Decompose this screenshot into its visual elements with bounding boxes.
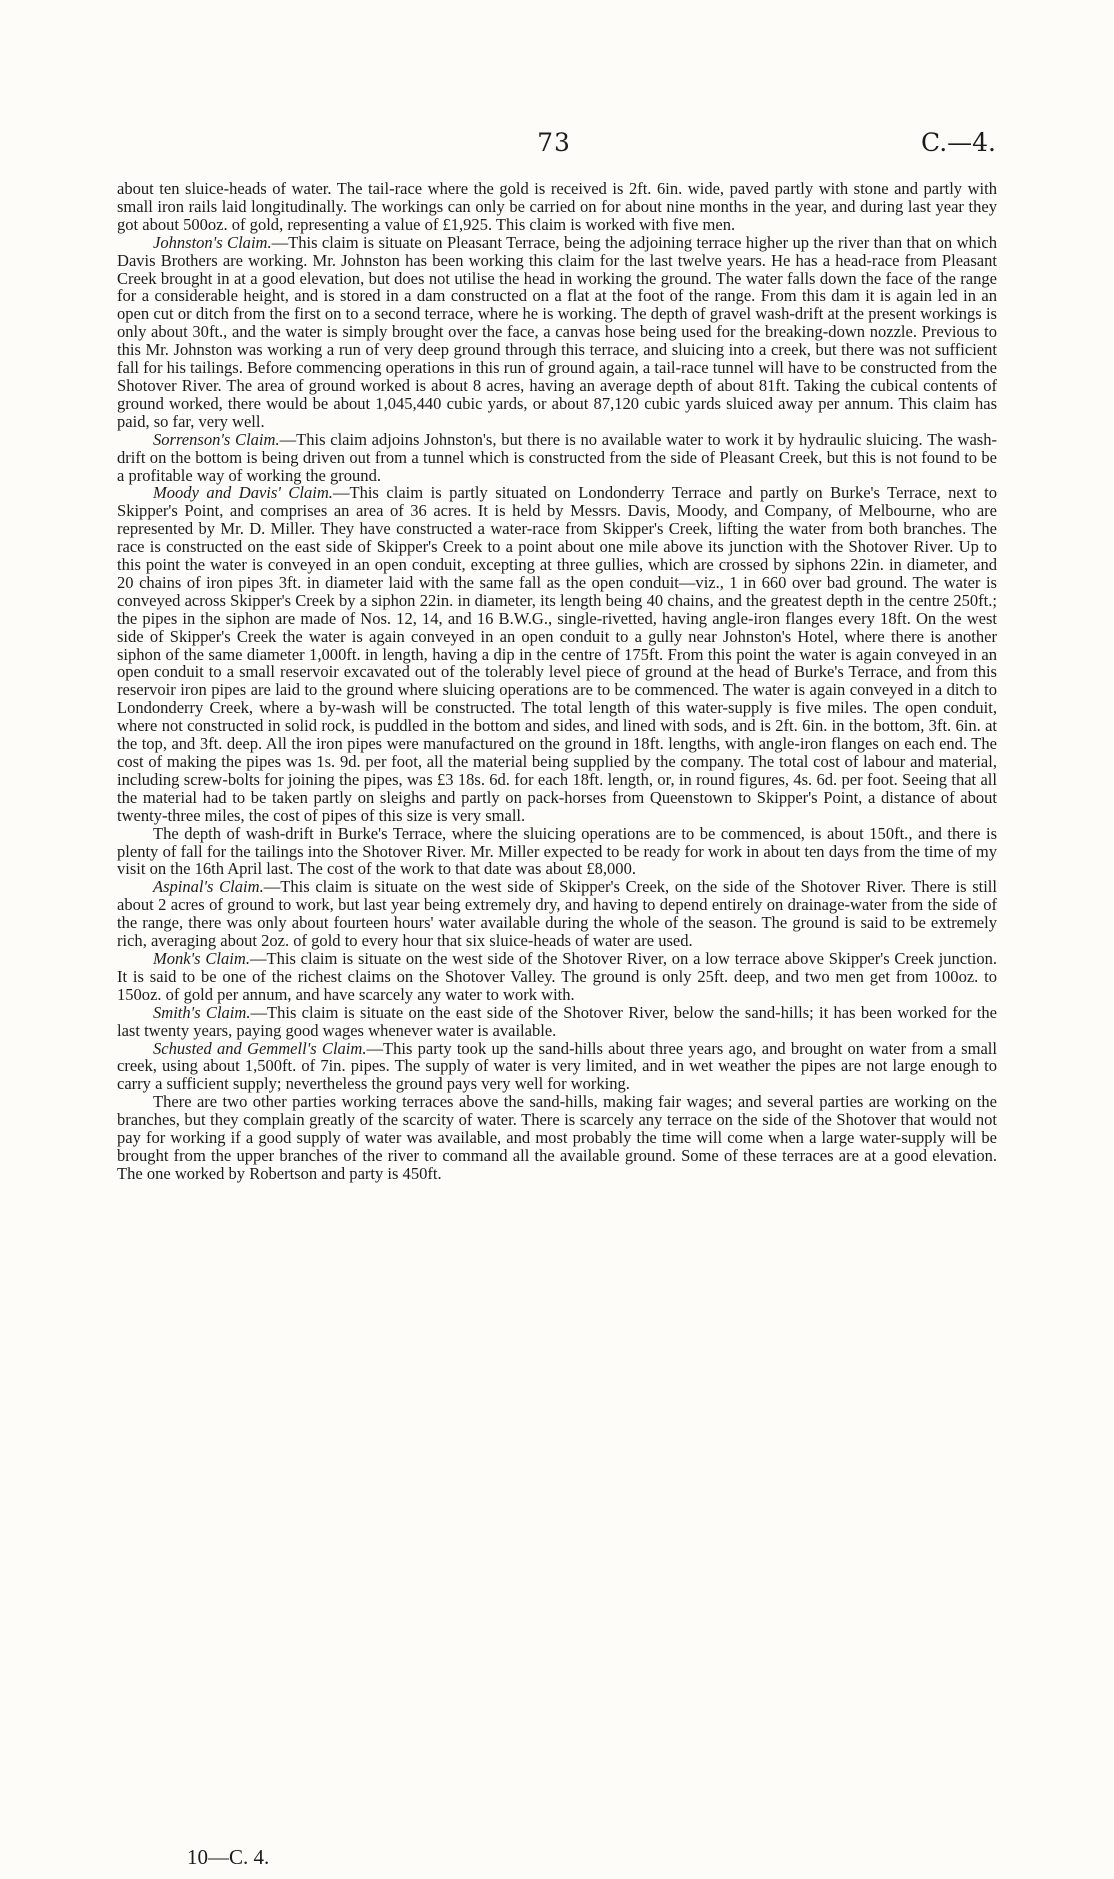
claim-title: Moody and Davis' Claim.: [153, 483, 333, 503]
claim-title: Sorrenson's Claim.: [153, 429, 280, 449]
paragraph: [117, 234, 997, 431]
paragraph: [117, 431, 997, 485]
paragraph-text: There are two other parties working terraces above the sand-hills, making fair wages; and several parties are working on the branches, but they complain greatly of the scarcity of water. There is scarcely any terrace on the side of the Shotover that would not pay for working if a good supply of water was available, and most probably the time will come when a large water-supply will be brought from the upper branches of the river to command all the available ground. Some of these terraces are at a good elevation. The one worked by Robertson and party is 450ft.: [117, 1092, 997, 1183]
paragraph-text: —This claim is partly situated on Londonderry Terrace and partly on Burke's Terrace, next to Skipper's Point, and comprises an area of 36 acres. It is held by Messrs. Davis, Moody, and Company, of Melbourne, who are represented by Mr. D. Miller. They have constructed a water-race from Skipper's Creek, lifting the water from both branches. The race is constructed on the east side of Skipper's Creek to a point about one mile above its junction with the Shotover River. Up to this point the water is conveyed in an open conduit, excepting at three gullies, which are crossed by siphons 22in. in diameter, and 20 chains of iron pipes 3ft. in diameter laid with the same fall as the open conduit—viz., 1 in 660 over bad ground. The water is conveyed across Skipper's Creek by a siphon 22in. in diameter, its length being 40 chains, and the greatest depth in the centre 250ft.; the pipes in the siphon are made of Nos. 12, 14, and 16 B.W.G., single-rivetted, having angle-iron flanges every 18ft. On the west side of Skipper's Creek the water is again conveyed in an open conduit to a gully near Johnston's Hotel, where there is another siphon of the same diameter 1,000ft. in length, having a dip in the centre of 175ft. From this point the water is again conveyed in an open conduit to a small reservoir excavated out of the tolerably level piece of ground at the head of Burke's Terrace, and from this reservoir iron pipes are laid to the ground where sluicing operations are to be commenced. The water is again conveyed in a ditch to Londonderry Creek, where a by-wash will be constructed. The total length of this water-supply is five miles. The open conduit, where not constructed in solid rock, is puddled in the bottom and sides, and lined with sods, and is 2ft. 6in. in the bottom, 3ft. 6in. at the top, and 3ft. deep. All the iron pipes were manufactured on the ground in 18ft. lengths, with angle-iron flanges on each end. The cost of making the pipes was 1s. 9d. per foot, all the material being supplied by the company. The total cost of labour and material, including screw-bolts for joining the pipes, was £3 18s. 6d. for each 18ft. length, or, in round figures, 4s. 6d. per foot. Seeing that all the material had to be taken partly on sleighs and partly on pack-horses from Queenstown to Skipper's Point, a distance of about twenty-three miles, the cost of pipes of this size is very small.: [117, 483, 997, 825]
paragraph-text: —This claim is situate on Pleasant Terrace, being the adjoining terrace higher up the river than that on which Davis Brothers are working. Mr. Johnston has been working this claim for the last twelve years. He has a head-race from Pleasant Creek brought in at a good elevation, but does not utilise the head in working the ground. The water falls down the face of the range for a considerable height, and is stored in a dam constructed on a flat at the foot of the range. From this dam it is again led in an open cut or ditch from the first on to a second terrace, where he is working. The depth of gravel wash-drift at the present workings is only about 30ft., and the water is simply brought over the face, a canvas hose being used for the breaking-down nozzle. Previous to this Mr. Johnston was working a run of very deep ground through this terrace, and sluicing into a creek, but there was not sufficient fall for his tailings. Before commencing operations in this run of ground again, a tail-race tunnel will have to be constructed from the Shotover River. The area of ground worked is about 8 acres, having an average depth of about 81ft. Taking the cubical contents of ground worked, there would be about 1,045,440 cubic yards, or about 87,120 cubic yards sluiced away per annum. This claim has paid, so far, very well.: [117, 232, 997, 431]
paragraph-text: The depth of wash-drift in Burke's Terrace, where the sluicing operations are to be commenced, is about 150ft., and there is plenty of fall for the tailings into the Shotover River. Mr. Miller expected to be ready for work in about ten days from the time of my visit on the 16th April last. The cost of the work to that date was about £8,000.: [117, 823, 997, 879]
paragraph-text: —This party took up the sand-hills about three years ago, and brought on water from a small creek, using about 1,500ft. of 7in. pipes. The supply of water is very limited, and in wet weather the pipes are not large enough to carry a sufficient supply; nevertheless the ground pays very well for working.: [117, 1038, 997, 1094]
paragraph: [117, 878, 997, 950]
paragraph-text: about ten sluice-heads of water. The tail-race where the gold is received is 2ft. 6in. wide, paved partly with stone and partly with small iron rails laid longitudinally. The workings can only be carried on for about nine months in the year, and during last year they got about 500oz. of gold, representing a value of £1,925. This claim is worked with five men.: [117, 179, 997, 234]
page-number: 73: [537, 128, 571, 157]
paragraph-text: —This claim adjoins Johnston's, but there is no available water to work it by hydraulic sluicing. The wash-drift on the bottom is being driven out from a tunnel which is constructed from the side of Pleasant Creek, but this is not found to be a profitable way of working the ground.: [117, 429, 997, 485]
paragraph-text: —This claim is situate on the west side of Skipper's Creek, on the side of the Shotover River. There is still about 2 acres of ground to work, but last year being extremely dry, and having to depend entirely on drainage-water from the side of the range, there was only about fourteen hours' water available during the whole of the season. The ground is said to be extremely rich, averaging about 2oz. of gold to every hour that six sluice-heads of water are used.: [117, 877, 997, 951]
paragraph: [117, 825, 997, 879]
claim-title: Johnston's Claim.: [153, 232, 272, 252]
paragraph: [117, 180, 997, 234]
page-header: [112, 128, 996, 162]
paragraph: [117, 950, 997, 1004]
body-text: [117, 180, 997, 1183]
paragraph-text: —This claim is situate on the west side of the Shotover River, on a low terrace above Skipper's Creek junction. It is said to be one of the richest claims on the Shotover Valley. The ground is only 25ft. deep, and two men get from 100oz. to 150oz. of gold per annum, and have scarcely any water to work with.: [117, 948, 997, 1004]
claim-title: Aspinal's Claim.: [153, 877, 264, 897]
paragraph: [117, 1004, 997, 1040]
printer-signature: 10—C. 4.: [187, 1845, 270, 1869]
claim-title: Smith's Claim.: [153, 1002, 251, 1022]
claim-title: Schusted and Gemmell's Claim.: [153, 1038, 367, 1058]
paragraph: [117, 1040, 997, 1094]
paragraph-text: —This claim is situate on the east side of the Shotover River, below the sand-hills; it has been worked for the last twenty years, paying good wages whenever water is available.: [117, 1002, 997, 1040]
paper-reference: C.—4.: [920, 128, 996, 157]
paragraph: [117, 1093, 997, 1183]
claim-title: Monk's Claim.: [153, 948, 250, 968]
paragraph: [117, 484, 997, 824]
